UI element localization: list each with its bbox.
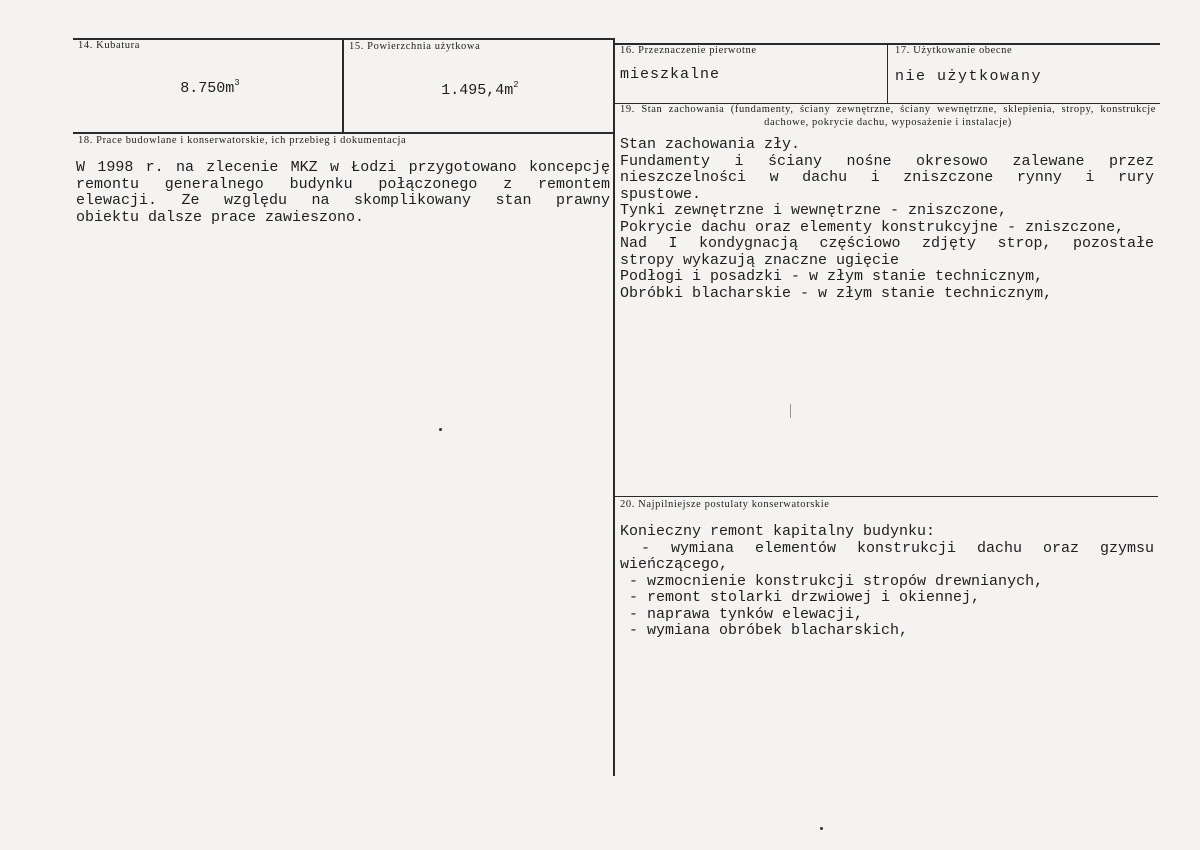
field-18-label: 18. Prace budowlane i konserwatorskie, ich przebieg i dokumentacja — [78, 135, 407, 146]
field-18-line: remontu generalnego budynku połączonego z remontem — [76, 175, 610, 193]
scan-speck — [820, 827, 823, 830]
field-16-label: 16. Przeznaczenie pierwotne — [620, 45, 757, 56]
field-14-label: 14. Kubatura — [78, 40, 141, 51]
field-19-line: stropy wykazują znaczne ugięcie — [620, 251, 900, 269]
field-19-line: Fundamenty i ściany nośne okresowo zalewane przez — [620, 152, 1154, 170]
kubatura-value: 8.750m — [180, 80, 235, 97]
field-20-line: wieńczącego, — [620, 556, 729, 573]
field-15-label: 15. Powierzchnia użytkowa — [349, 41, 481, 52]
field-20-line: - naprawa tynków elewacji, — [620, 605, 864, 623]
field-19-line: nieszczelności w dachu i zniszczone rynny i rury — [620, 169, 1154, 186]
field-15-value — [360, 80, 600, 99]
scan-speck — [439, 428, 442, 431]
field-20-line: Konieczny remont kapitalny budynku: — [620, 523, 936, 540]
field-18-line: obiektu dalsze prace zawieszono. — [76, 208, 365, 226]
field-18-line: elewacji. Ze względu na skomplikowany stan prawny — [76, 192, 610, 209]
field-17-value: nie użytkowany — [895, 68, 1043, 85]
rule-under-14-15 — [73, 132, 615, 134]
field-20-text — [620, 524, 1154, 640]
field-14-value — [90, 78, 330, 97]
field-19-line: Podłogi i posadzki - w złym stanie technicznym, — [620, 268, 1044, 285]
field-20-label: 20. Najpilniejsze postulaty konserwatorskie — [620, 499, 830, 510]
field-18-line: W 1998 r. na zlecenie MKZ w Łodzi przygotowano koncepcję — [76, 159, 610, 176]
field-19-text — [620, 137, 1154, 302]
field-19-line: Nad I kondygnacją częściowo zdjęty strop, pozostałe — [620, 235, 1154, 252]
field-19-line: Obróbki blacharskie - w złym stanie technicznym, — [620, 284, 1053, 302]
field-19-line: Stan zachowania zły. — [620, 136, 801, 153]
divider-16-17 — [887, 43, 888, 103]
field-19-label: 19. Stan zachowania (fundamenty, ściany zewnętrzne, ściany wewnętrzne, sklepienia, stropy, konstrukcje dachowe, pokrycie dachu, wyposażenie i instalacje) — [620, 104, 1156, 128]
scan-speck — [790, 404, 791, 418]
main-vertical-divider — [613, 38, 615, 776]
powierzchnia-unit-exponent: 2 — [513, 80, 519, 90]
divider-14-15 — [342, 38, 344, 134]
field-19-line: Pokrycie dachu oraz elementy konstrukcyjne - zniszczone, — [620, 218, 1125, 236]
field-20-line: - wymiana elementów konstrukcji dachu oraz gzymsu — [620, 539, 1154, 557]
kubatura-unit-exponent: 3 — [234, 78, 240, 88]
powierzchnia-value: 1.495,4m — [441, 82, 514, 99]
field-20-line: - wymiana obróbek blacharskich, — [620, 622, 909, 639]
field-17-label: 17. Użytkowanie obecne — [895, 45, 1013, 56]
top-rule-left — [73, 38, 615, 40]
field-20-line: - wzmocnienie konstrukcji stropów drewnianych, — [620, 572, 1044, 590]
field-18-text — [76, 160, 610, 226]
field-19-line: Tynki zewnętrzne i wewnętrzne - zniszczone, — [620, 202, 1008, 219]
field-20-line: - remont stolarki drzwiowej i okiennej, — [620, 589, 981, 606]
field-19-line: spustowe. — [620, 185, 702, 203]
field-16-value: mieszkalne — [620, 66, 721, 83]
rule-above-20 — [614, 496, 1158, 497]
